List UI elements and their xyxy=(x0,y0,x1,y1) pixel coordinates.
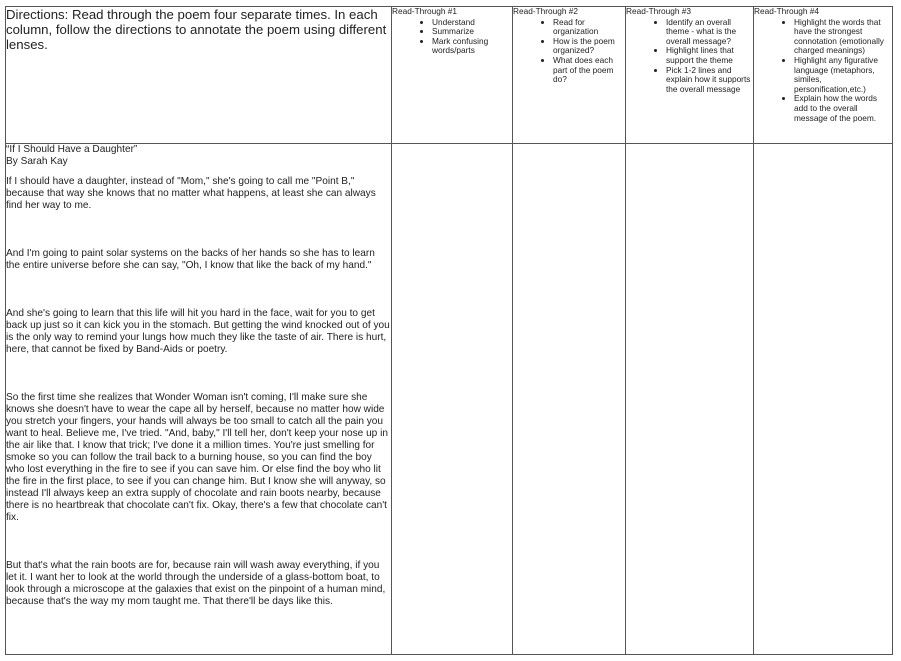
read-through-3-list xyxy=(626,18,753,95)
list-item: • Understand xyxy=(432,18,512,28)
read-through-2-cell xyxy=(513,7,626,144)
list-item: • Read for organization xyxy=(553,18,625,37)
poem-author: By Sarah Kay xyxy=(6,156,68,167)
read-through-4-title: Read-Through #4 xyxy=(754,6,820,16)
read-through-3-title: Read-Through #3 xyxy=(626,6,692,16)
poem-stanza-2: And I'm going to paint solar systems on the backs of her hands so she has to learn the entire universe before she can say, "Oh, I know that like the back of my hand." xyxy=(6,248,375,271)
read-through-1-cell xyxy=(392,7,513,144)
read-through-1-title: Read-Through #1 xyxy=(392,6,458,16)
list-item: • Highlight any figurative language (metaphors, similes, personification,etc.) xyxy=(794,56,892,94)
list-item: • Highlight lines that support the theme xyxy=(666,46,753,65)
read-through-4-cell xyxy=(754,7,893,144)
list-item: • How is the poem organized? xyxy=(553,37,625,56)
read-through-2-title: Read-Through #2 xyxy=(513,6,579,16)
read-through-2-list xyxy=(513,18,625,85)
read-through-4-list xyxy=(754,18,892,124)
poem-stanza-5: But that's what the rain boots are for, because rain will wash away everything, if you let it. I want her to look at the world through the underside of a glass-bottom boat, to look through a microscope at the galaxies that exist on the pinpoint of a human mind, because that's the way my mom taught me. That there'll be days like this. xyxy=(6,560,386,607)
poem-stanza-4: So the first time she realizes that Wonder Woman isn't coming, I'll make sure she knows she doesn't have to wear the cape all by herself, because no matter how wide you stretch your fingers, your hands will always be too small to catch all the pain you want to heal. Believe me, I've tried. "And, baby," I'll tell her, don't keep your nose up in the air like that. I know that trick; I've done it a million times. You're just smelling for smoke so you can follow the trail back to a burning house, so you can find the boy who lost everything in the fire to see if you can save him. Or else find the boy who lit the fire in the first place, to see if you can change him. But I know she will anyway, so instead I'll always keep an extra supply of chocolate and rain boots nearby, because there is no heartbreak that chocolate can't fix. Okay, there's a few that chocolate can't fix. xyxy=(6,392,388,523)
read-through-1-list xyxy=(392,18,512,56)
list-item: • Identify an overall theme - what is the overall message? xyxy=(666,18,753,47)
directions-cell xyxy=(6,7,392,144)
poem-title: “If I Should Have a Daughter” xyxy=(6,144,138,155)
annotation-area-1[interactable] xyxy=(392,144,513,655)
poem-row xyxy=(6,144,893,655)
poem-cell xyxy=(6,144,392,655)
read-through-3-cell xyxy=(626,7,754,144)
poem-stanza-3: And she's going to learn that this life will hit you hard in the face, wait for you to get back up just so it can kick you in the stomach. But getting the wind knocked out of you is the only way to remind your lungs how much they like the taste of air. There is hurt, here, that cannot be fixed by Band-Aids or poetry. xyxy=(6,308,390,355)
directions-text: Directions: Read through the poem four separate times. In each column, follow the directions to annotate the poem using different lenses. xyxy=(6,7,387,52)
annotation-area-2[interactable] xyxy=(513,144,626,655)
list-item: • Explain how the words add to the overall message of the poem. xyxy=(794,94,892,123)
list-item: • What does each part of the poem do? xyxy=(553,56,625,85)
annotation-area-3[interactable] xyxy=(626,144,754,655)
list-item: • Pick 1-2 lines and explain how it supports the overall message xyxy=(666,66,753,95)
list-item: • Highlight the words that have the strongest connotation (emotionally charged meanings) xyxy=(794,18,892,56)
poem-stanza-1: If I should have a daughter, instead of "Mom," she's going to call me "Point B," because that way she knows that no matter what happens, at least she can always find her way to me. xyxy=(6,176,376,211)
list-item: • Summarize xyxy=(432,27,512,37)
annotation-table xyxy=(5,6,893,655)
annotation-area-4[interactable] xyxy=(754,144,893,655)
header-row xyxy=(6,7,893,144)
list-item: • Mark confusing words/parts xyxy=(432,37,512,56)
